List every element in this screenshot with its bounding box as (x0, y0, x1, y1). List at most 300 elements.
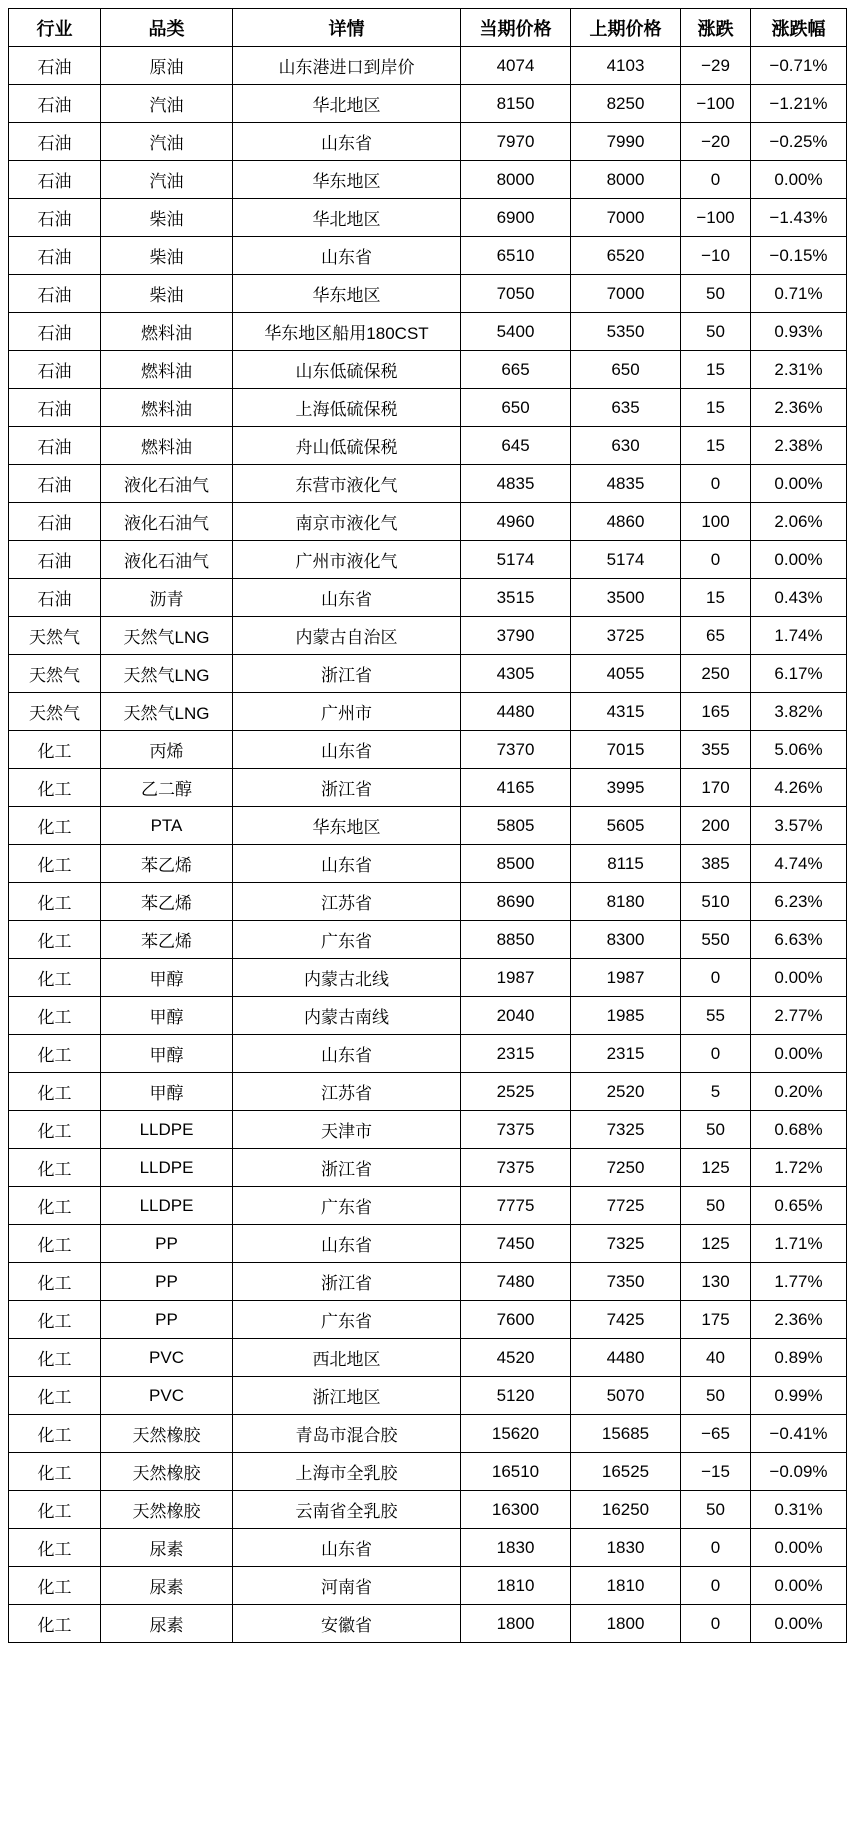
cell-current-price: 4305 (461, 655, 571, 693)
cell-current-price: 5120 (461, 1377, 571, 1415)
cell-previous-price: 1830 (571, 1529, 681, 1567)
table-row (9, 1073, 847, 1111)
cell-current-price: 3515 (461, 579, 571, 617)
table-row (9, 1453, 847, 1491)
cell-detail: 浙江省 (233, 769, 461, 807)
table-header (9, 9, 847, 47)
cell-current-price: 5805 (461, 807, 571, 845)
table-row (9, 731, 847, 769)
cell-industry: 天然气 (9, 617, 101, 655)
cell-change: 125 (681, 1225, 751, 1263)
cell-change-pct: −1.43% (751, 199, 847, 237)
cell-change-pct: 0.00% (751, 959, 847, 997)
cell-detail: 天津市 (233, 1111, 461, 1149)
cell-industry: 化工 (9, 1301, 101, 1339)
cell-category: 甲醇 (101, 1073, 233, 1111)
cell-detail: 山东低硫保税 (233, 351, 461, 389)
cell-category: 尿素 (101, 1605, 233, 1643)
cell-previous-price: 650 (571, 351, 681, 389)
cell-change: 0 (681, 1605, 751, 1643)
cell-current-price: 5400 (461, 313, 571, 351)
cell-detail: 华东地区船用180CST (233, 313, 461, 351)
cell-detail: 广州市液化气 (233, 541, 461, 579)
column-header-change: 涨跌 (681, 9, 751, 47)
cell-detail: 舟山低硫保税 (233, 427, 461, 465)
cell-industry: 石油 (9, 161, 101, 199)
cell-industry: 化工 (9, 1529, 101, 1567)
cell-current-price: 7050 (461, 275, 571, 313)
cell-change-pct: 0.89% (751, 1339, 847, 1377)
cell-previous-price: 7000 (571, 199, 681, 237)
table-row (9, 579, 847, 617)
cell-change: −29 (681, 47, 751, 85)
cell-category: 天然气LNG (101, 655, 233, 693)
cell-current-price: 1810 (461, 1567, 571, 1605)
cell-category: 汽油 (101, 161, 233, 199)
cell-current-price: 2315 (461, 1035, 571, 1073)
table-row (9, 1339, 847, 1377)
table-row (9, 1605, 847, 1643)
cell-detail: 山东省 (233, 1225, 461, 1263)
cell-previous-price: 7725 (571, 1187, 681, 1225)
cell-category: 液化石油气 (101, 541, 233, 579)
cell-current-price: 7375 (461, 1111, 571, 1149)
cell-change: 130 (681, 1263, 751, 1301)
cell-category: 甲醇 (101, 959, 233, 997)
cell-previous-price: 4315 (571, 693, 681, 731)
cell-change-pct: 2.36% (751, 389, 847, 427)
table-row (9, 617, 847, 655)
table-row (9, 275, 847, 313)
cell-industry: 石油 (9, 465, 101, 503)
cell-industry: 石油 (9, 313, 101, 351)
table-row (9, 693, 847, 731)
cell-current-price: 7375 (461, 1149, 571, 1187)
cell-industry: 化工 (9, 845, 101, 883)
cell-detail: 河南省 (233, 1567, 461, 1605)
cell-change-pct: 6.23% (751, 883, 847, 921)
cell-previous-price: 635 (571, 389, 681, 427)
cell-change-pct: 2.77% (751, 997, 847, 1035)
cell-detail: 浙江地区 (233, 1377, 461, 1415)
cell-detail: 江苏省 (233, 883, 461, 921)
cell-industry: 化工 (9, 1567, 101, 1605)
cell-previous-price: 1800 (571, 1605, 681, 1643)
cell-change-pct: 0.71% (751, 275, 847, 313)
cell-current-price: 1987 (461, 959, 571, 997)
cell-category: 苯乙烯 (101, 845, 233, 883)
table-row (9, 807, 847, 845)
cell-change-pct: 0.00% (751, 1605, 847, 1643)
table-row (9, 199, 847, 237)
cell-detail: 安徽省 (233, 1605, 461, 1643)
cell-change-pct: 2.36% (751, 1301, 847, 1339)
cell-previous-price: 8115 (571, 845, 681, 883)
cell-change-pct: 1.71% (751, 1225, 847, 1263)
cell-current-price: 4835 (461, 465, 571, 503)
cell-change: −100 (681, 85, 751, 123)
cell-current-price: 6900 (461, 199, 571, 237)
cell-industry: 化工 (9, 1453, 101, 1491)
cell-category: 苯乙烯 (101, 883, 233, 921)
cell-previous-price: 4860 (571, 503, 681, 541)
cell-industry: 石油 (9, 427, 101, 465)
cell-previous-price: 5070 (571, 1377, 681, 1415)
cell-industry: 石油 (9, 85, 101, 123)
cell-current-price: 665 (461, 351, 571, 389)
cell-category: 天然橡胶 (101, 1453, 233, 1491)
cell-current-price: 3790 (461, 617, 571, 655)
cell-industry: 化工 (9, 959, 101, 997)
column-header-detail: 详情 (233, 9, 461, 47)
cell-current-price: 4960 (461, 503, 571, 541)
cell-change-pct: 0.43% (751, 579, 847, 617)
cell-change: 200 (681, 807, 751, 845)
cell-previous-price: 3995 (571, 769, 681, 807)
column-header-previous-price: 上期价格 (571, 9, 681, 47)
cell-change-pct: 3.57% (751, 807, 847, 845)
cell-change-pct: −0.09% (751, 1453, 847, 1491)
cell-industry: 石油 (9, 123, 101, 161)
table-row (9, 769, 847, 807)
cell-detail: 青岛市混合胶 (233, 1415, 461, 1453)
table-row (9, 1187, 847, 1225)
header-row (9, 9, 847, 47)
cell-change: 65 (681, 617, 751, 655)
cell-change-pct: 0.93% (751, 313, 847, 351)
cell-category: 原油 (101, 47, 233, 85)
table-row (9, 503, 847, 541)
cell-detail: 内蒙古自治区 (233, 617, 461, 655)
cell-previous-price: 630 (571, 427, 681, 465)
cell-category: 丙烯 (101, 731, 233, 769)
cell-category: LLDPE (101, 1187, 233, 1225)
cell-change: 0 (681, 1035, 751, 1073)
cell-detail: 山东省 (233, 845, 461, 883)
cell-change: 0 (681, 541, 751, 579)
cell-change-pct: 0.00% (751, 1567, 847, 1605)
cell-previous-price: 1985 (571, 997, 681, 1035)
cell-change-pct: 2.31% (751, 351, 847, 389)
cell-change-pct: −0.15% (751, 237, 847, 275)
cell-category: 苯乙烯 (101, 921, 233, 959)
cell-change-pct: 0.20% (751, 1073, 847, 1111)
cell-industry: 化工 (9, 1187, 101, 1225)
cell-change-pct: 0.00% (751, 161, 847, 199)
cell-change: 5 (681, 1073, 751, 1111)
cell-current-price: 7600 (461, 1301, 571, 1339)
cell-detail: 广东省 (233, 1301, 461, 1339)
cell-current-price: 4480 (461, 693, 571, 731)
cell-change-pct: 2.06% (751, 503, 847, 541)
cell-previous-price: 16250 (571, 1491, 681, 1529)
cell-industry: 石油 (9, 275, 101, 313)
cell-change: −65 (681, 1415, 751, 1453)
cell-category: PP (101, 1225, 233, 1263)
cell-previous-price: 15685 (571, 1415, 681, 1453)
cell-current-price: 1830 (461, 1529, 571, 1567)
cell-current-price: 2040 (461, 997, 571, 1035)
cell-detail: 华北地区 (233, 199, 461, 237)
cell-category: 天然橡胶 (101, 1415, 233, 1453)
cell-change-pct: 0.00% (751, 465, 847, 503)
cell-change: 50 (681, 275, 751, 313)
cell-current-price: 16510 (461, 1453, 571, 1491)
cell-previous-price: 7350 (571, 1263, 681, 1301)
cell-change-pct: 0.00% (751, 1529, 847, 1567)
cell-industry: 化工 (9, 921, 101, 959)
cell-industry: 石油 (9, 351, 101, 389)
cell-change-pct: −0.41% (751, 1415, 847, 1453)
cell-change: −15 (681, 1453, 751, 1491)
cell-current-price: 5174 (461, 541, 571, 579)
cell-change-pct: −0.71% (751, 47, 847, 85)
commodity-price-table (8, 8, 847, 1643)
table-row (9, 1491, 847, 1529)
cell-change-pct: 4.74% (751, 845, 847, 883)
table-row (9, 1035, 847, 1073)
cell-industry: 化工 (9, 1149, 101, 1187)
cell-category: PP (101, 1263, 233, 1301)
cell-change: 15 (681, 389, 751, 427)
cell-industry: 化工 (9, 1415, 101, 1453)
cell-change-pct: 5.06% (751, 731, 847, 769)
cell-category: LLDPE (101, 1111, 233, 1149)
cell-industry: 化工 (9, 1263, 101, 1301)
cell-change: 0 (681, 161, 751, 199)
cell-previous-price: 7250 (571, 1149, 681, 1187)
cell-industry: 化工 (9, 1377, 101, 1415)
table-row (9, 959, 847, 997)
cell-industry: 化工 (9, 807, 101, 845)
cell-detail: 山东省 (233, 123, 461, 161)
cell-change: 50 (681, 1377, 751, 1415)
cell-detail: 江苏省 (233, 1073, 461, 1111)
cell-category: 天然橡胶 (101, 1491, 233, 1529)
cell-category: 燃料油 (101, 427, 233, 465)
table-row (9, 1377, 847, 1415)
table-row (9, 161, 847, 199)
cell-category: 天然气LNG (101, 617, 233, 655)
cell-change: 385 (681, 845, 751, 883)
cell-current-price: 7970 (461, 123, 571, 161)
table-row (9, 47, 847, 85)
cell-change: 15 (681, 579, 751, 617)
cell-change-pct: 1.77% (751, 1263, 847, 1301)
cell-change: 125 (681, 1149, 751, 1187)
cell-detail: 广东省 (233, 1187, 461, 1225)
cell-industry: 化工 (9, 883, 101, 921)
cell-detail: 山东省 (233, 237, 461, 275)
cell-change: 50 (681, 1111, 751, 1149)
cell-category: 液化石油气 (101, 465, 233, 503)
cell-category: 柴油 (101, 237, 233, 275)
cell-detail: 华北地区 (233, 85, 461, 123)
cell-detail: 华东地区 (233, 807, 461, 845)
table-row (9, 655, 847, 693)
table-row (9, 921, 847, 959)
cell-industry: 石油 (9, 389, 101, 427)
table-row (9, 465, 847, 503)
cell-category: 沥青 (101, 579, 233, 617)
column-header-industry: 行业 (9, 9, 101, 47)
cell-current-price: 7480 (461, 1263, 571, 1301)
cell-current-price: 7370 (461, 731, 571, 769)
cell-previous-price: 7990 (571, 123, 681, 161)
cell-industry: 化工 (9, 1225, 101, 1263)
cell-detail: 内蒙古南线 (233, 997, 461, 1035)
cell-previous-price: 8250 (571, 85, 681, 123)
cell-change: 50 (681, 313, 751, 351)
cell-change: 40 (681, 1339, 751, 1377)
cell-change-pct: 0.68% (751, 1111, 847, 1149)
table-row (9, 997, 847, 1035)
column-header-current-price: 当期价格 (461, 9, 571, 47)
cell-category: 汽油 (101, 123, 233, 161)
cell-change-pct: 0.00% (751, 541, 847, 579)
cell-change: 355 (681, 731, 751, 769)
cell-previous-price: 5605 (571, 807, 681, 845)
table-row (9, 1415, 847, 1453)
cell-change: 50 (681, 1187, 751, 1225)
cell-change-pct: 0.65% (751, 1187, 847, 1225)
cell-previous-price: 7325 (571, 1111, 681, 1149)
cell-change-pct: 1.72% (751, 1149, 847, 1187)
cell-previous-price: 7015 (571, 731, 681, 769)
cell-change-pct: 4.26% (751, 769, 847, 807)
cell-previous-price: 3725 (571, 617, 681, 655)
table-body (9, 47, 847, 1643)
cell-detail: 云南省全乳胶 (233, 1491, 461, 1529)
cell-change-pct: −0.25% (751, 123, 847, 161)
cell-industry: 化工 (9, 1111, 101, 1149)
cell-detail: 浙江省 (233, 1149, 461, 1187)
cell-industry: 化工 (9, 1339, 101, 1377)
table-row (9, 541, 847, 579)
cell-current-price: 8500 (461, 845, 571, 883)
cell-detail: 山东省 (233, 1529, 461, 1567)
cell-previous-price: 7325 (571, 1225, 681, 1263)
cell-change: −10 (681, 237, 751, 275)
cell-detail: 南京市液化气 (233, 503, 461, 541)
cell-category: 燃料油 (101, 313, 233, 351)
table-row (9, 237, 847, 275)
cell-previous-price: 2520 (571, 1073, 681, 1111)
cell-current-price: 8000 (461, 161, 571, 199)
table-row (9, 1111, 847, 1149)
cell-category: 液化石油气 (101, 503, 233, 541)
cell-change-pct: 0.31% (751, 1491, 847, 1529)
cell-current-price: 7775 (461, 1187, 571, 1225)
cell-change: 0 (681, 1529, 751, 1567)
cell-industry: 天然气 (9, 693, 101, 731)
cell-current-price: 4520 (461, 1339, 571, 1377)
cell-category: 柴油 (101, 275, 233, 313)
cell-change: 0 (681, 465, 751, 503)
column-header-change-pct: 涨跌幅 (751, 9, 847, 47)
cell-category: PVC (101, 1339, 233, 1377)
cell-previous-price: 6520 (571, 237, 681, 275)
cell-current-price: 6510 (461, 237, 571, 275)
cell-detail: 上海低硫保税 (233, 389, 461, 427)
cell-change-pct: 3.82% (751, 693, 847, 731)
cell-change-pct: 2.38% (751, 427, 847, 465)
cell-detail: 华东地区 (233, 275, 461, 313)
cell-previous-price: 4055 (571, 655, 681, 693)
table-row (9, 1529, 847, 1567)
cell-industry: 化工 (9, 1605, 101, 1643)
cell-change: −20 (681, 123, 751, 161)
cell-industry: 石油 (9, 237, 101, 275)
cell-detail: 广州市 (233, 693, 461, 731)
cell-change: 550 (681, 921, 751, 959)
table-row (9, 1225, 847, 1263)
cell-current-price: 4165 (461, 769, 571, 807)
table-row (9, 427, 847, 465)
cell-industry: 化工 (9, 997, 101, 1035)
cell-category: 汽油 (101, 85, 233, 123)
cell-change: 15 (681, 351, 751, 389)
table-row (9, 1301, 847, 1339)
cell-current-price: 2525 (461, 1073, 571, 1111)
cell-industry: 石油 (9, 199, 101, 237)
cell-industry: 石油 (9, 579, 101, 617)
cell-change-pct: 0.00% (751, 1035, 847, 1073)
table-row (9, 313, 847, 351)
cell-industry: 化工 (9, 731, 101, 769)
cell-industry: 化工 (9, 1491, 101, 1529)
cell-detail: 山东省 (233, 731, 461, 769)
cell-previous-price: 2315 (571, 1035, 681, 1073)
cell-category: 甲醇 (101, 1035, 233, 1073)
cell-detail: 浙江省 (233, 655, 461, 693)
cell-category: 尿素 (101, 1529, 233, 1567)
cell-change: 510 (681, 883, 751, 921)
cell-category: 甲醇 (101, 997, 233, 1035)
cell-detail: 广东省 (233, 921, 461, 959)
cell-previous-price: 4835 (571, 465, 681, 503)
cell-category: 天然气LNG (101, 693, 233, 731)
table-row (9, 883, 847, 921)
cell-current-price: 8150 (461, 85, 571, 123)
cell-change: 15 (681, 427, 751, 465)
cell-category: 燃料油 (101, 351, 233, 389)
table-row (9, 351, 847, 389)
table-row (9, 123, 847, 161)
cell-previous-price: 7000 (571, 275, 681, 313)
cell-detail: 西北地区 (233, 1339, 461, 1377)
cell-change: 0 (681, 1567, 751, 1605)
cell-detail: 内蒙古北线 (233, 959, 461, 997)
cell-current-price: 7450 (461, 1225, 571, 1263)
table-row (9, 389, 847, 427)
table-row (9, 1567, 847, 1605)
cell-industry: 石油 (9, 47, 101, 85)
cell-change: 100 (681, 503, 751, 541)
cell-detail: 山东省 (233, 1035, 461, 1073)
cell-previous-price: 1987 (571, 959, 681, 997)
cell-category: LLDPE (101, 1149, 233, 1187)
table-row (9, 1263, 847, 1301)
column-header-category: 品类 (101, 9, 233, 47)
cell-change-pct: 6.17% (751, 655, 847, 693)
cell-previous-price: 16525 (571, 1453, 681, 1491)
cell-current-price: 645 (461, 427, 571, 465)
cell-category: PTA (101, 807, 233, 845)
cell-detail: 山东省 (233, 579, 461, 617)
cell-previous-price: 8300 (571, 921, 681, 959)
table-row (9, 85, 847, 123)
